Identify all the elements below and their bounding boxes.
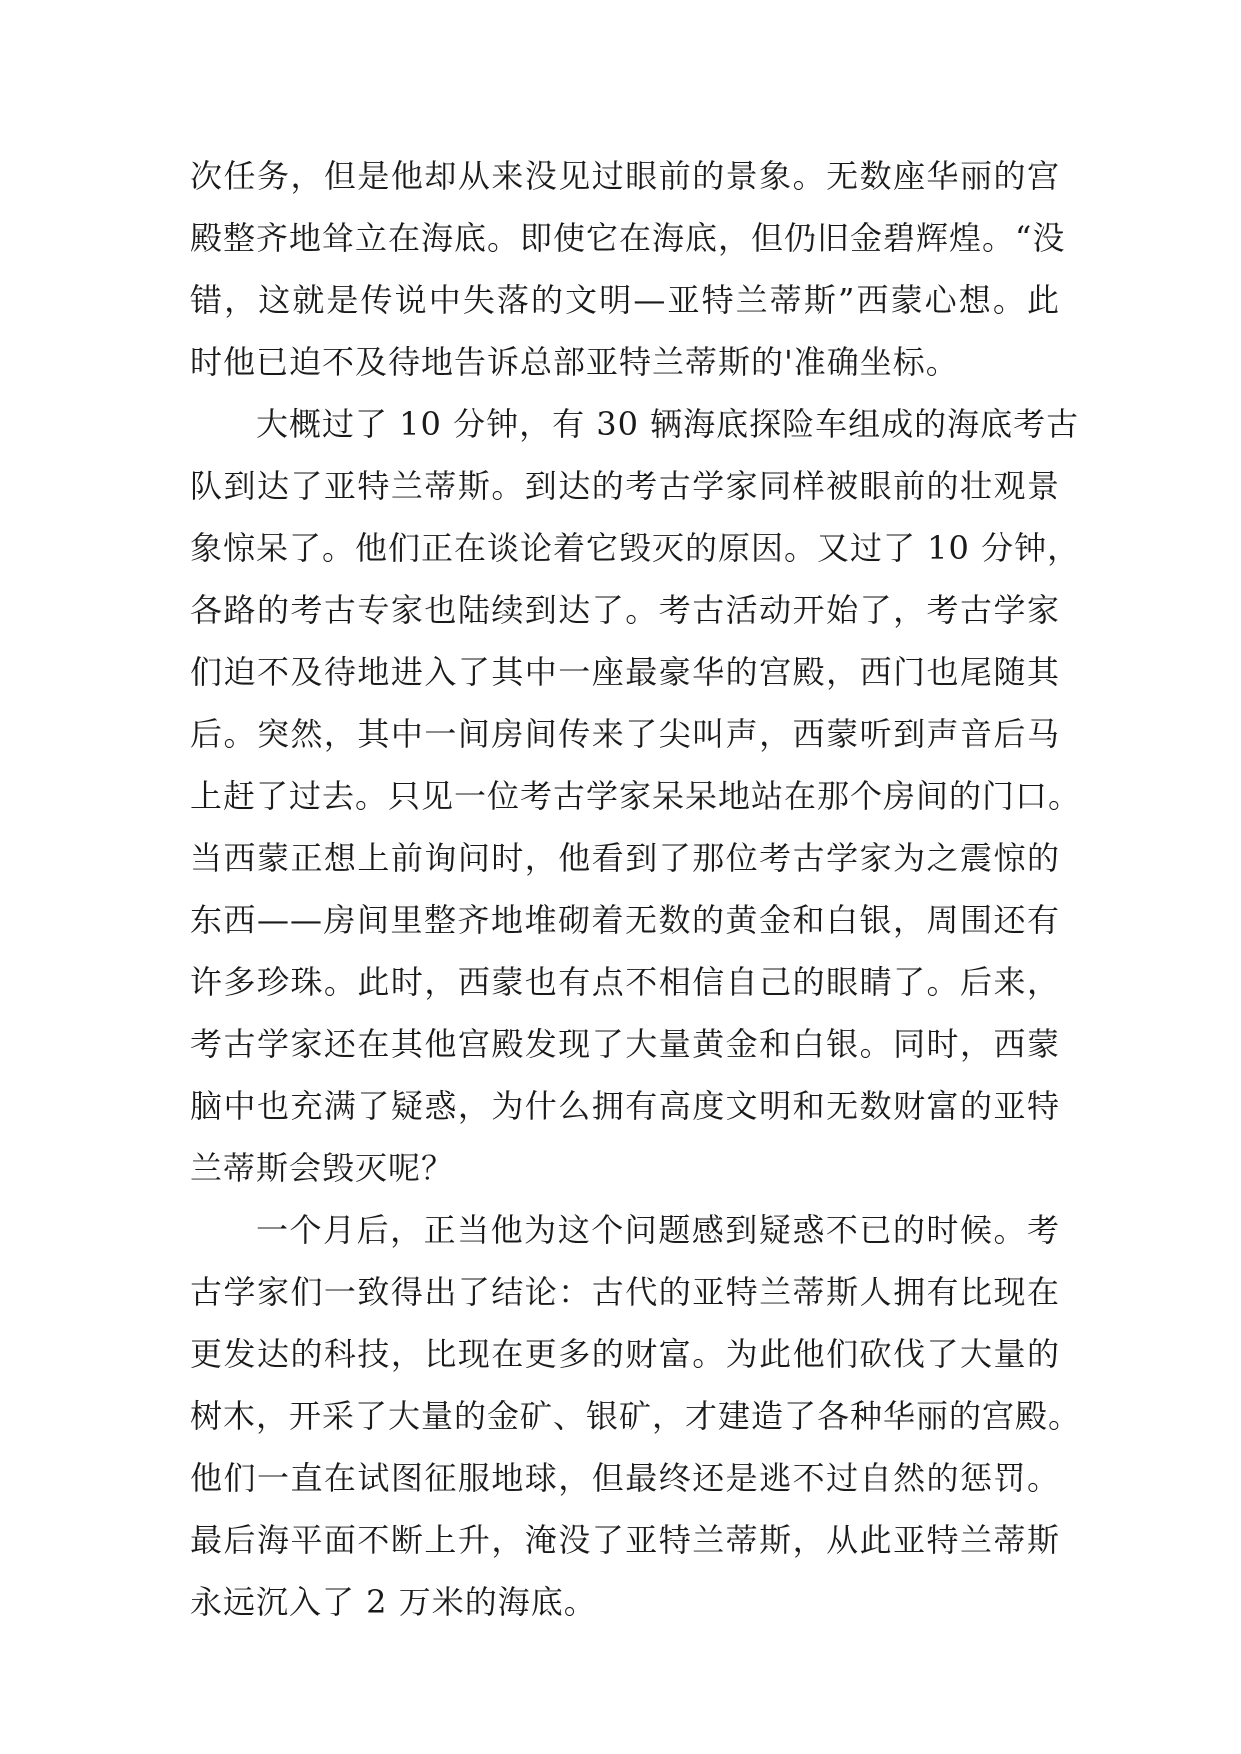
text-line: 许多珍珠。此时，西蒙也有点不相信自己的眼睛了。后来， <box>190 963 1060 1001</box>
text-line: 考古学家还在其他宫殿发现了大量黄金和白银。同时，西蒙 <box>190 1025 1060 1063</box>
text-line: 次任务，但是他却从来没见过眼前的景象。无数座华丽的宫 <box>190 157 1060 195</box>
paragraph-2 <box>190 393 1082 1199</box>
text-line: 上赶了过去。只见一位考古学家呆呆地站在那个房间的门口。 <box>190 777 1082 815</box>
text-line: 更发达的科技，比现在更多的财富。为此他们砍伐了大量的 <box>190 1335 1060 1373</box>
text-line: 象惊呆了。他们正在谈论着它毁灭的原因。又过了 10 分钟， <box>190 529 1081 567</box>
text-line: 后。突然，其中一间房间传来了尖叫声，西蒙听到声音后马 <box>190 715 1060 753</box>
text-line: 错，这就是传说中失落的文明—亚特兰蒂斯”西蒙心想。此 <box>190 281 1060 319</box>
text-line: 脑中也充满了疑惑，为什么拥有高度文明和无数财富的亚特 <box>190 1087 1060 1125</box>
text-line: 们迫不及待地进入了其中一座最豪华的宫殿，西门也尾随其 <box>190 653 1060 691</box>
text-line: 最后海平面不断上升，淹没了亚特兰蒂斯，从此亚特兰蒂斯 <box>190 1521 1060 1559</box>
text-line: 时他已迫不及待地告诉总部亚特兰蒂斯的'准确坐标。 <box>190 343 959 381</box>
text-line: 树木，开采了大量的金矿、银矿，才建造了各种华丽的宫殿。 <box>190 1397 1082 1435</box>
text-line: 他们一直在试图征服地球，但最终还是逃不过自然的惩罚。 <box>190 1459 1060 1497</box>
paragraph-1 <box>190 145 1066 393</box>
text-line: 各路的考古专家也陆续到达了。考古活动开始了，考古学家 <box>190 591 1060 629</box>
text-line: 当西蒙正想上前询问时，他看到了那位考古学家为之震惊的 <box>190 839 1060 877</box>
text-line: 殿整齐地耸立在海底。即使它在海底，但仍旧金碧辉煌。“没 <box>190 219 1066 257</box>
paragraph-3 <box>190 1199 1082 1633</box>
text-line: 一个月后，正当他为这个问题感到疑惑不已的时候。考 <box>256 1211 1060 1249</box>
text-line: 队到达了亚特兰蒂斯。到达的考古学家同样被眼前的壮观景 <box>190 467 1060 505</box>
text-line: 大概过了 10 分钟，有 30 辆海底探险车组成的海底考古 <box>256 405 1080 443</box>
text-line: 兰蒂斯会毁灭呢？ <box>190 1149 455 1187</box>
text-line: 古学家们一致得出了结论：古代的亚特兰蒂斯人拥有比现在 <box>190 1273 1060 1311</box>
text-line: 永远沉入了 2 万米的海底。 <box>190 1583 597 1621</box>
text-line: 东西——房间里整齐地堆砌着无数的黄金和白银，周围还有 <box>190 901 1060 939</box>
document-body <box>190 145 1082 1633</box>
